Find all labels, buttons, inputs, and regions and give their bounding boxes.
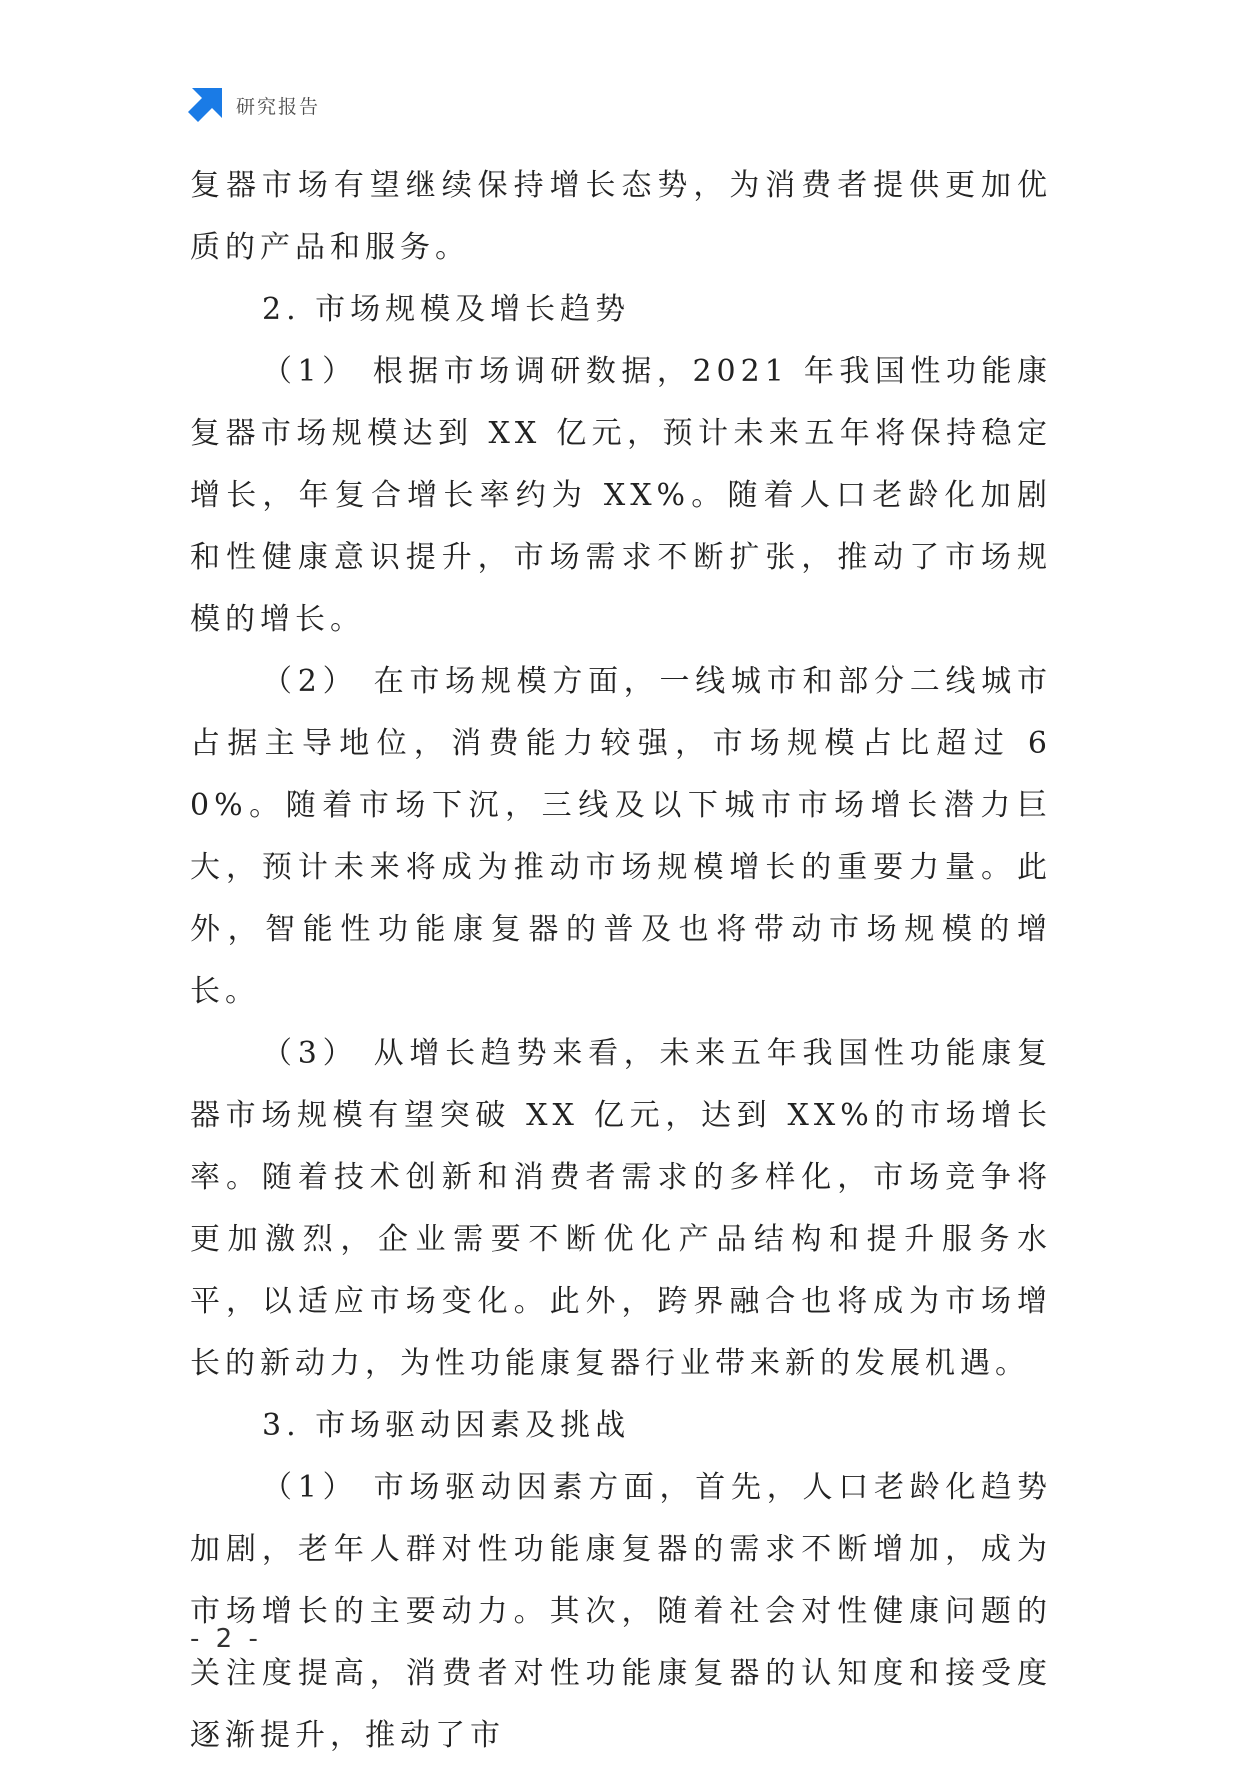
paragraph-drivers-1: （1） 市场驱动因素方面，首先，人口老龄化趋势加剧，老年人群对性功能康复器的需求不断增加，成为市场增长的主要动力。其次，随着社会对性健康问题的关注度提高，消费者对性功能康复器的认知度和接受度逐渐提升，推动了市 [190,1470,1052,1753]
arrow-logo-icon [188,88,222,122]
header-title: 研究报告 [236,95,321,118]
section-heading-drivers: 3. 市场驱动因素及挑战 [262,1408,631,1443]
paragraph-continuation: 复器市场有望继续保持增长态势，为消费者提供更加优质的产品和服务。 [190,168,1052,265]
paragraph-market-size-1: （1） 根据市场调研数据，2021 年我国性功能康复器市场规模达到 XX 亿元，预计未来五年将保持稳定增长，年复合增长率约为 XX%。随着人口老龄化加剧和性健康意识提升，市场需求不断扩张，推动了市场规模的增长。 [190,354,1052,637]
page-number: - 2 - [190,1624,262,1654]
report-header [188,88,320,122]
document-body [190,155,1052,1767]
section-heading-market-size: 2. 市场规模及增长趋势 [262,292,631,327]
paragraph-market-size-2: （2） 在市场规模方面，一线城市和部分二线城市占据主导地位，消费能力较强，市场规模占比超过 60%。随着市场下沉，三线及以下城市市场增长潜力巨大，预计未来将成为推动市场规模增长的重要力量。此外，智能性功能康复器的普及也将带动市场规模的增长。 [190,664,1052,1009]
paragraph-growth-trend-3: （3） 从增长趋势来看，未来五年我国性功能康复器市场规模有望突破 XX 亿元，达到 XX%的市场增长率。随着技术创新和消费者需求的多样化，市场竞争将更加激烈，企业需要不断优化产品结构和提升服务水平，以适应市场变化。此外，跨界融合也将成为市场增长的新动力，为性功能康复器行业带来新的发展机遇。 [190,1036,1052,1381]
